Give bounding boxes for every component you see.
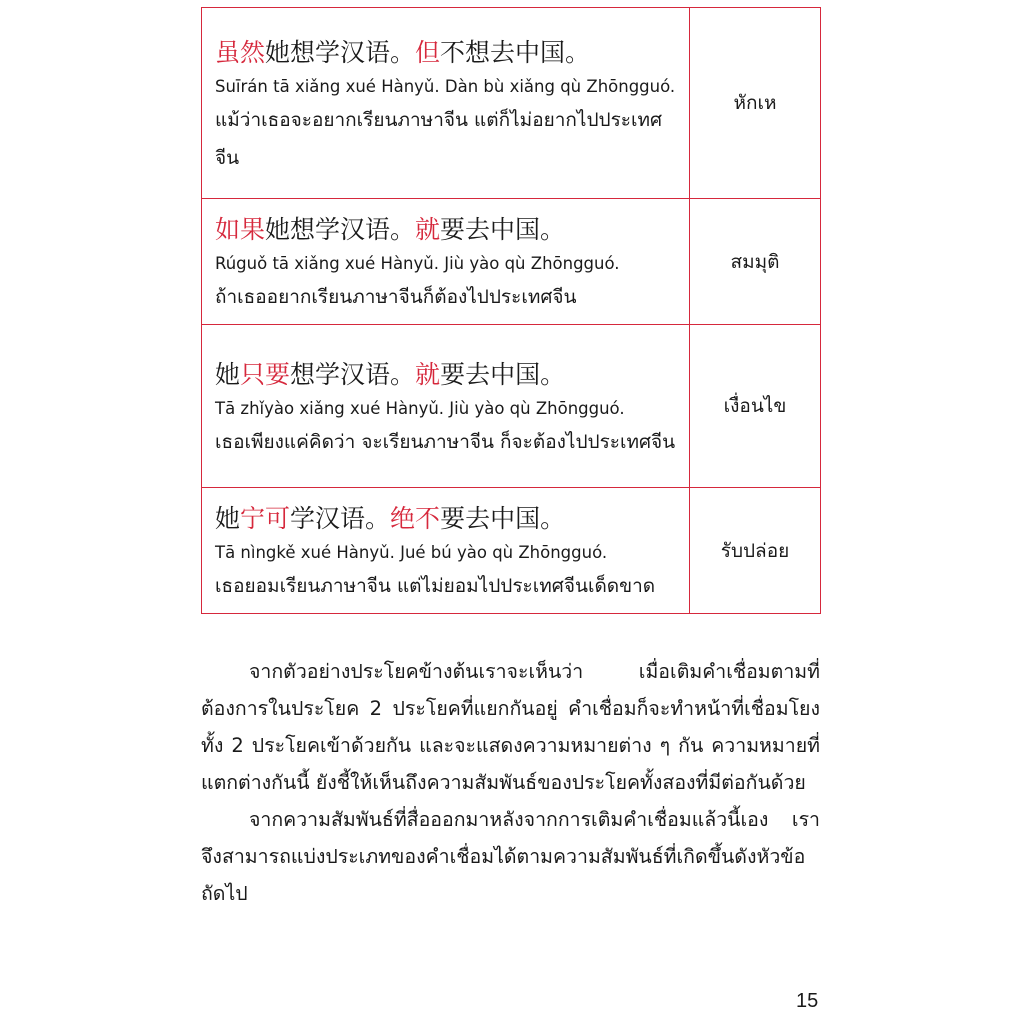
chinese-text: 要去中国。: [440, 359, 566, 389]
chinese-sentence: [215, 36, 679, 70]
chinese-text: 她想学汉语。: [265, 37, 416, 67]
example-cell: [202, 488, 690, 614]
conjunction-highlight: 就: [415, 359, 441, 389]
thai-translation: แม้ว่าเธอจะอยากเรียนภาษาจีน แต่ก็ไม่อยากไปประเทศจีน: [215, 108, 663, 169]
conjunction-highlight: 绝不: [390, 504, 441, 533]
chinese-text: 她: [215, 359, 241, 389]
conjunction-highlight: 虽然: [215, 37, 266, 67]
chinese-text: 要去中国。: [440, 504, 566, 533]
pinyin-transcription: Suīrán tā xiǎng xué Hànyǔ. Dàn bù xiǎng qù Zhōngguó.: [215, 76, 676, 96]
chinese-sentence: [215, 502, 679, 536]
relation-type-cell: รับปล่อย: [690, 488, 821, 614]
chinese-text: 她: [215, 504, 241, 533]
thai-translation: ถ้าเธออยากเรียนภาษาจีนก็ต้องไปประเทศจีน: [215, 286, 577, 308]
body-paragraph-2: จากความสัมพันธ์ที่สื่อออกมาหลังจากการเติมคำเชื่อมแล้วนี้เอง เราจึงสามารถแบ่งประเภทของคำเชื่อมได้ตามความสัมพันธ์ที่เกิดขึ้นดังหัวข้อถัดไป: [201, 808, 820, 905]
conjunction-highlight: 但: [415, 37, 441, 67]
example-cell: [202, 325, 690, 488]
pinyin-transcription: Rúguǒ tā xiǎng xué Hànyǔ. Jiù yào qù Zhōngguó.: [215, 254, 620, 273]
chinese-sentence: [215, 213, 679, 247]
relation-type-cell: หักเห: [690, 8, 821, 199]
chinese-text: 她想学汉语。: [265, 215, 416, 244]
conjunction-highlight: 宁可: [240, 504, 291, 533]
chinese-text: 要去中国。: [440, 215, 566, 244]
pinyin-transcription: Tā nìngkě xué Hànyǔ. Jué bú yào qù Zhōngguó.: [215, 543, 608, 562]
relation-type-cell: เงื่อนไข: [690, 325, 821, 488]
table-row: [202, 8, 821, 199]
table-row: [202, 325, 821, 488]
conjunction-highlight: 如果: [215, 215, 266, 244]
page-number: 15: [796, 990, 819, 1012]
thai-translation: เธอเพียงแค่คิดว่า จะเรียนภาษาจีน ก็จะต้องไปประเทศจีน: [215, 430, 676, 453]
body-text: [201, 653, 820, 912]
chinese-text: 不想去中国。: [440, 37, 591, 67]
conjunction-highlight: 只要: [240, 359, 291, 389]
chinese-text: 学汉语。: [290, 504, 391, 533]
conjunction-highlight: 就: [415, 215, 441, 244]
thai-translation: เธอยอมเรียนภาษาจีน แต่ไม่ยอมไปประเทศจีนเด็ดขาด: [215, 575, 656, 597]
example-cell: [202, 8, 690, 199]
chinese-sentence: [215, 358, 679, 392]
table-row: [202, 199, 821, 325]
chinese-text: 想学汉语。: [290, 359, 416, 389]
example-cell: [202, 199, 690, 325]
table-row: [202, 488, 821, 614]
relation-type-cell: สมมุติ: [690, 199, 821, 325]
pinyin-transcription: Tā zhǐyào xiǎng xué Hànyǔ. Jiù yào qù Zhōngguó.: [215, 398, 625, 418]
conjunction-examples-table: [201, 7, 821, 614]
body-paragraph-1: จากตัวอย่างประโยคข้างต้นเราจะเห็นว่า เมื่อเติมคำเชื่อมตามที่ต้องการในประโยค 2 ประโยคที่แยกกันอยู่ คำเชื่อมก็จะทำหน้าที่เชื่อมโยงทั้ง 2 ประโยคเข้าด้วยกัน และจะแสดงความหมายต่าง ๆ กัน ความหมายที่แตกต่างกันนี้ ยังชี้ให้เห็นถึงความสัมพันธ์ของประโยคทั้งสองที่มีต่อกันด้วย: [201, 660, 820, 794]
